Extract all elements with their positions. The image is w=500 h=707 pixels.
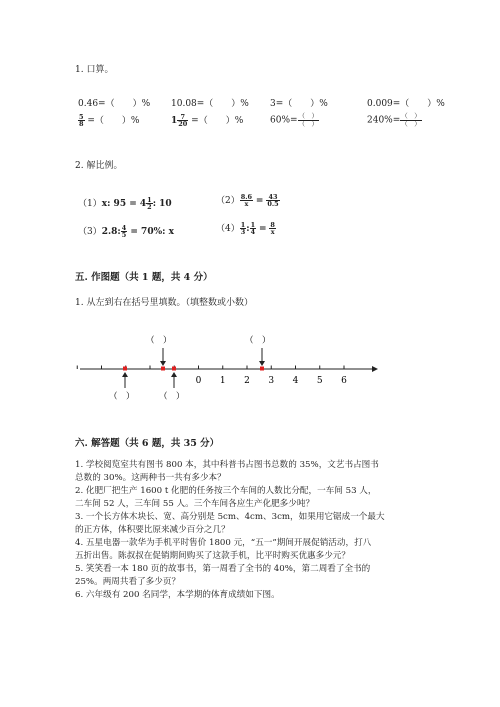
fraction: $\frac{8}{x}$ [270,220,275,236]
axis-tick-label: 4 [292,376,299,386]
axis-tick-label: 0 [195,376,202,386]
fraction: $\frac{1}{3}$ [240,220,246,236]
mental-math-item: 0.46=（ ）% [78,99,151,109]
section-5-heading: 五. 作图题（共 1 题，共 4 分） [75,272,213,283]
down-arrow-icon [160,348,166,366]
fraction: $\frac{43}{0.5}$ [267,192,279,208]
axis-tick-label: 2 [244,376,250,386]
answer-paren-bottom-2: （ ） [159,392,185,402]
axis-tick-label: 3 [268,376,275,386]
problem-line: 二车间 52 人，三车间 55 人。三个车间各应生产化肥多少吨？ [75,499,315,509]
marker-point [172,367,176,371]
question-2-title: 2. 解比例。 [75,161,123,171]
problem-line: 2. 化肥厂把生产 1600 t 化肥的任务按三个车间的人数比分配，一车间 53 人， [75,486,377,496]
mental-math-item: 1 $\frac{7}{20}$ =（ ）% [171,112,244,128]
fraction: $\frac{5}{8}$ [79,112,84,128]
marker-point [123,367,127,371]
fraction: $\frac{4}{5}$ [121,223,127,239]
proportion-item: （4） $\frac{1}{3}$ : $\frac{1}{4}$ = $\frac{8}{x}$ [216,220,275,236]
answer-paren-top-1: （ ） [146,336,172,346]
mental-math-item: 240%= $\frac{( )}{( )}$ [367,112,421,128]
problem-line: 3. 一个长方体木块长、宽、高分别是 5cm、4cm、3cm，如果用它锯成一个最大 [75,512,385,522]
up-arrow-icon [171,372,177,388]
proportion-item: （3）2.8: $\frac{4}{5}$ = 70%: x [78,223,174,239]
proportion-item: （1）x: 95 = 4 $\frac{1}{2}$ : 10 [78,195,172,211]
fraction: $\frac{1}{2}$ [147,195,152,211]
fraction: $\frac{( )}{( )}$ [401,112,421,128]
mental-math-item: 0.009=（ ）% [367,99,445,109]
fraction: $\frac{7}{20}$ [178,112,188,128]
mental-math-item: $\frac{5}{8}$ =（ ）% [79,112,140,128]
up-arrow-icon [122,372,128,388]
mental-math-item: 60%= $\frac{( )}{( )}$ [270,112,319,128]
fraction: $\frac{( )}{( )}$ [298,112,319,128]
question-1-title: 1. 口算。 [75,65,114,75]
problem-line: 的正方体，体积要比原来减少百分之几？ [75,525,230,535]
section-5-question: 1. 从左到右在括号里填数。（填整数或小数） [75,298,253,308]
fraction: $\frac{8.6}{x}$ [240,192,253,208]
axis-tick-label: 5 [316,376,323,386]
mental-math-item: 10.08=（ ）% [171,99,249,109]
problem-line: 6. 六年级有 200 名同学，本学期的体育成绩如下图。 [75,590,280,600]
fraction: $\frac{1}{4}$ [250,220,256,236]
section-6-heading: 六. 解答题（共 6 题，共 35 分） [75,438,220,449]
problem-line: 25%。两周共看了多少页？ [75,577,181,587]
problem-line: 4. 五星电器一款华为手机平时售价 1800 元，“五一”期间开展促销活动，打八 [75,538,372,548]
axis-arrow-icon [372,366,378,372]
axis-tick-label: 1 [219,376,226,386]
problem-line: 1. 学校阅览室共有图书 800 本，其中科普书占图书总数的 35%，文艺书占图书 [75,460,379,470]
problem-list [75,459,385,602]
marker-point [260,367,264,371]
marker-point [161,367,165,371]
answer-paren-top-2: （ ） [245,336,271,346]
proportion-item: （2） $\frac{8.6}{x}$ = $\frac{43}{0.5}$ [216,192,279,208]
problem-line: 总数的 30%。这两种书一共有多少本？ [75,473,226,483]
problem-line: 5. 笑笑看一本 180 页的故事书，第一周看了全书的 40%，第二周看了全书的 [75,564,371,574]
mental-math-item: 3=（ ）% [270,99,328,109]
problem-line: 五折出售。陈叔叔在促销期间购买了这款手机，比平时购买优惠多少元？ [75,551,351,561]
answer-paren-bottom-1: （ ） [109,392,135,402]
axis-tick-label: 6 [341,376,347,386]
down-arrow-icon [259,348,265,366]
